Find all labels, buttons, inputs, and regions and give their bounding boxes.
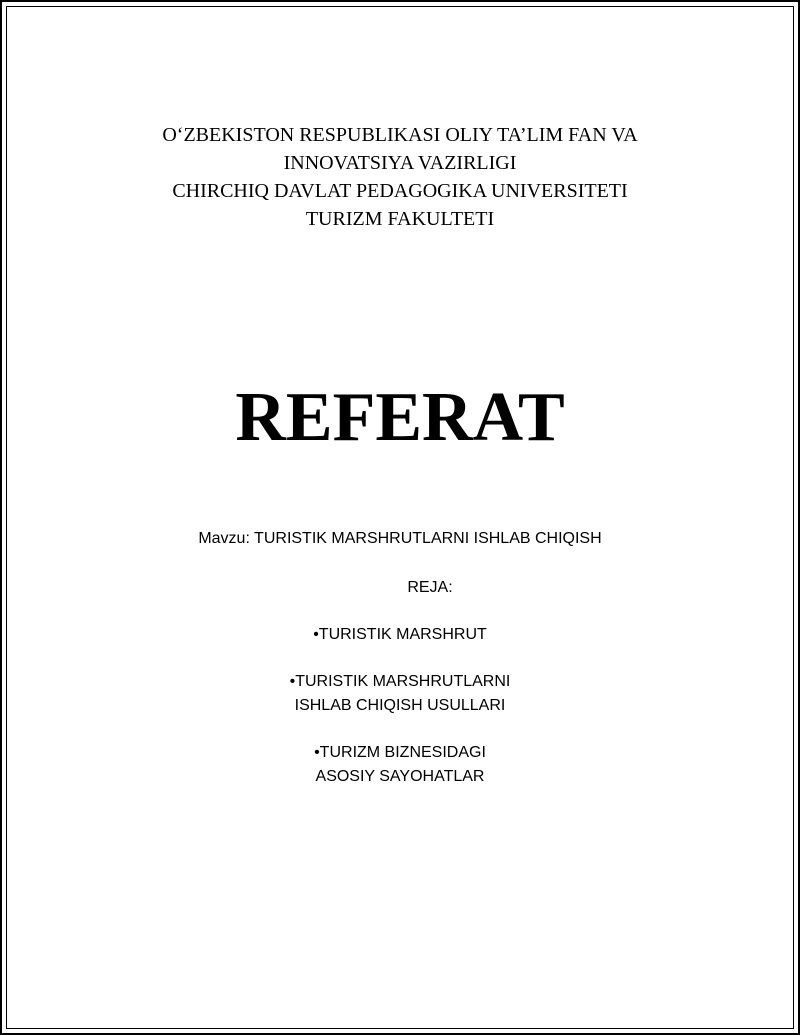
plan-item-line: ASOSIY SAYOHATLAR [315,768,485,785]
plan-item [0,670,800,718]
plan-item-line: •TURISTIK MARSHRUT [313,626,487,643]
header-line-ministry-cont: INNOVATSIYA VAZIRLIGI [283,152,517,174]
header-line-university: CHIRCHIQ DAVLAT PEDAGOGIKA UNIVERSITETI [172,180,628,202]
header-line-faculty: TURIZM FAKULTETI [305,208,495,230]
plan-item-line: ISHLAB CHIQISH USULLARI [294,697,506,714]
plan-item [0,741,800,789]
topic-line: Mavzu: TURISTIK MARSHRUTLARNI ISHLAB CHIQISH [198,530,602,547]
plan-heading [0,576,800,600]
plan-item [0,623,800,647]
institution-header [0,121,800,233]
document-title: REFERAT [235,379,565,456]
header-line-ministry: O‘ZBEKISTON RESPUBLIKASI OLIY TA’LIM FAN VA [162,124,638,146]
plan-item-line: •TURIZM BIZNESIDAGI [314,744,486,761]
plan-item-line: •TURISTIK MARSHRUTLARNI [289,673,511,690]
plan-list [0,623,800,812]
plan-heading-label: REJA: [407,579,453,596]
